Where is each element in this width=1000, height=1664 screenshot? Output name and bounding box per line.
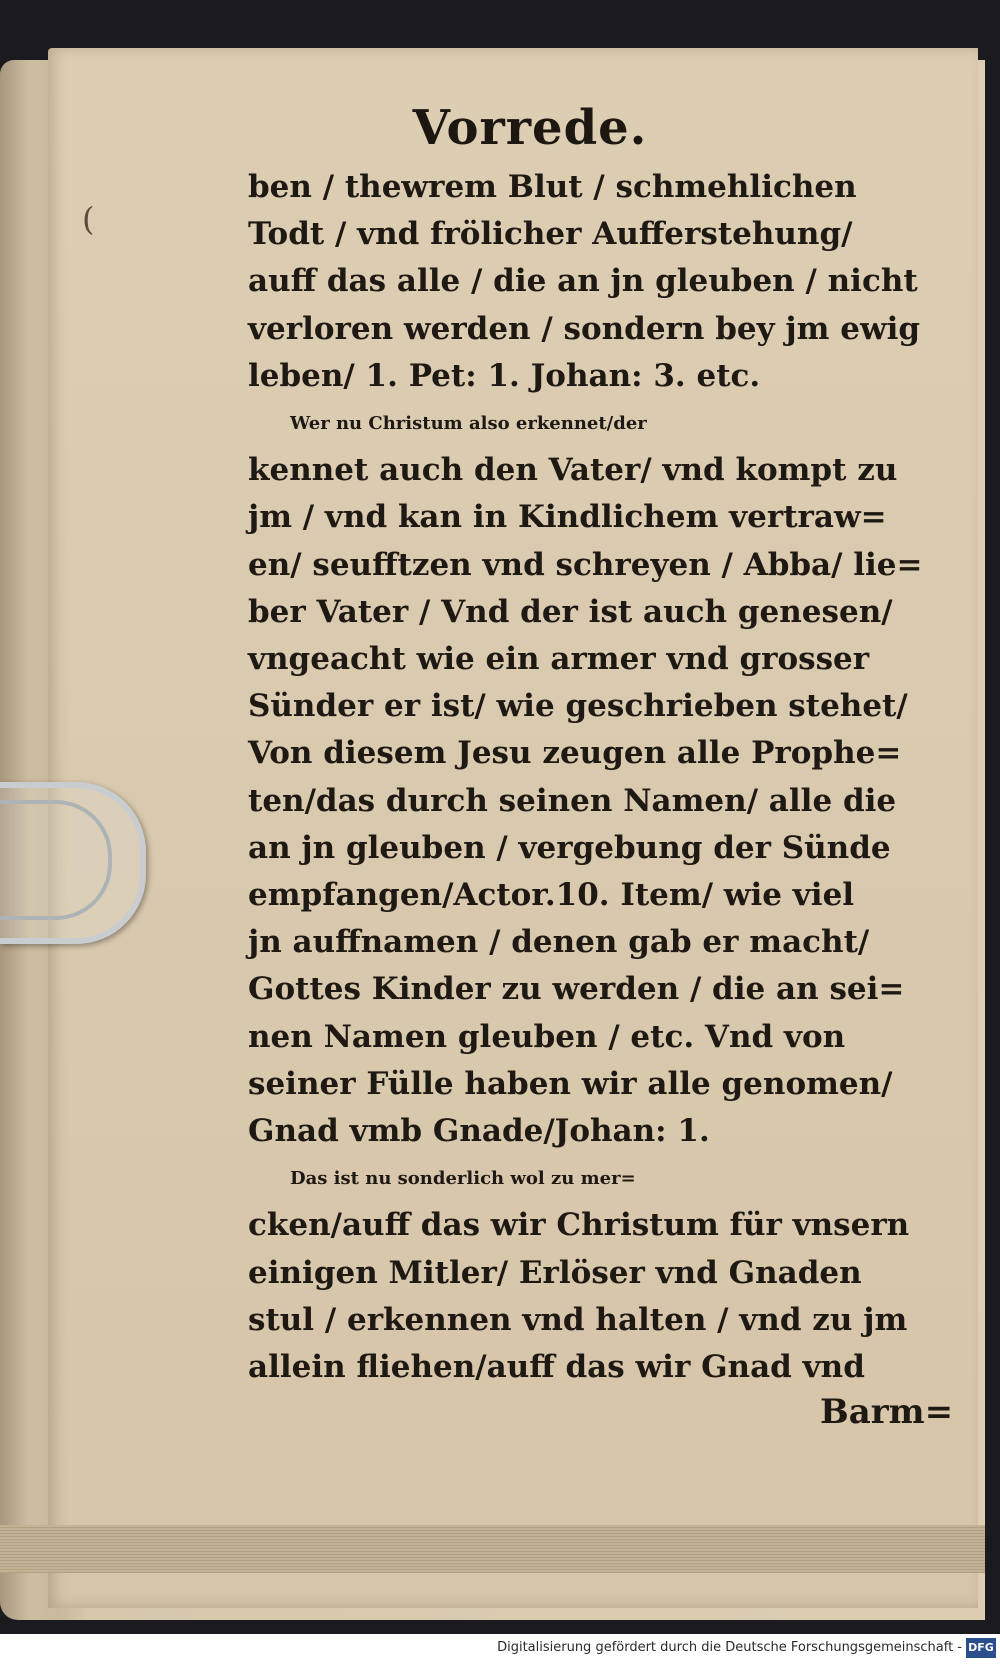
text-line: an jn gleuben / vergebung der Sünde	[248, 829, 891, 866]
text-line: Gottes Kinder zu werden / die an sei=	[248, 971, 905, 1008]
text-line: stul / erkennen vnd halten / vnd zu jm	[248, 1301, 908, 1338]
text-line: Das ist nu sonderlich wol zu mer=	[290, 1168, 636, 1190]
text-line: nen Namen gleuben / etc. Vnd von	[248, 1018, 846, 1055]
text-line: ber Vater / Vnd der ist auch genesen/	[248, 593, 893, 630]
page-text	[248, 164, 968, 1391]
text-line: seiner Fülle haben wir alle genomen/	[248, 1065, 893, 1102]
text-line: cken/auff das wir Christum für vnsern	[248, 1207, 910, 1244]
text-line: jm / vnd kan in Kindlichem vertraw=	[248, 499, 887, 536]
text-line: auff das alle / die an jn gleuben / nicht	[248, 263, 918, 300]
text-line: en/ seufftzen vnd schreyen / Abba/ lie=	[248, 546, 923, 583]
page-header: Vorrede.	[412, 100, 648, 156]
text-line: einigen Mitler/ Erlöser vnd Gnaden	[248, 1254, 862, 1291]
text-line: kennet auch den Vater/ vnd kompt zu	[248, 452, 898, 489]
text-line: ten/das durch seinen Namen/ alle die	[248, 782, 897, 819]
text-line: allein fliehen/auff das wir Gnad vnd	[248, 1349, 865, 1386]
text-line: empfangen/Actor.10. Item/ wie viel	[248, 877, 855, 914]
text-line: Gnad vmb Gnade/Johan: 1.	[248, 1113, 710, 1150]
text-line: Wer nu Christum also erkennet/der	[290, 413, 647, 435]
catchword: Barm=	[820, 1392, 954, 1432]
text-line: vngeacht wie ein armer vnd grosser	[248, 641, 870, 678]
text-line: Sünder er ist/ wie geschrieben stehet/	[248, 688, 908, 725]
page-clip-inner	[0, 800, 112, 920]
text-line: ben / thewrem Blut / schmehlichen	[248, 169, 857, 205]
page-edges	[0, 1525, 985, 1573]
footer-bar	[0, 1634, 1000, 1664]
text-line: leben/ 1. Pet: 1. Johan: 3. etc.	[248, 357, 761, 394]
text-line: verloren werden / sondern bey jm ewig	[248, 310, 921, 347]
text-line: Todt / vnd frölicher Aufferstehung/	[248, 216, 853, 253]
funding-credit: Digitalisierung gefördert durch die Deutsche Forschungsgemeinschaft -	[497, 1640, 962, 1655]
text-line: jn auffnamen / denen gab er macht/	[248, 924, 870, 961]
margin-mark: (	[82, 200, 95, 238]
text-line: Von diesem Jesu zeugen alle Prophe=	[248, 735, 902, 772]
dfg-logo-icon: DFG	[966, 1638, 996, 1658]
